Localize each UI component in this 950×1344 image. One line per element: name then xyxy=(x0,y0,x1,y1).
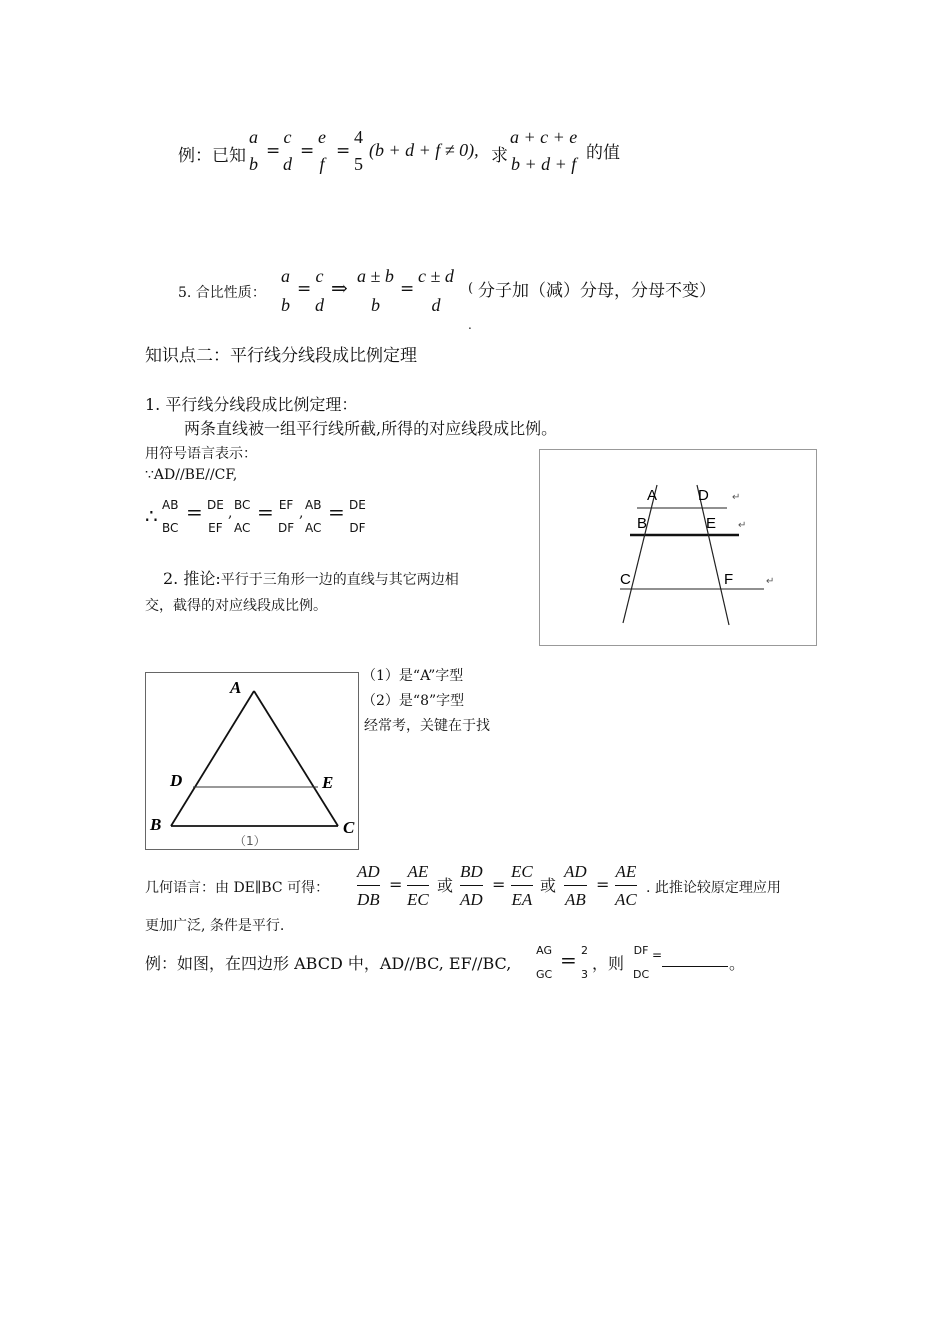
prop5-fraction-cpd-d: c ± d d xyxy=(418,266,454,315)
prop5-equals-2: = xyxy=(400,279,415,299)
transversal-left xyxy=(623,485,657,623)
example2-prefix: 例：如图，在四边形 ABCD 中，AD//BC, EF//BC, xyxy=(145,954,512,973)
example1-prefix: 例：已知 xyxy=(178,146,246,166)
prop5-paren-open: ( xyxy=(468,281,474,296)
prop5-implies-arrow: ⇒ xyxy=(331,276,348,300)
transversal-right xyxy=(697,485,729,625)
corollary-line2: 交，截得的对应线段成比例。 xyxy=(145,598,327,614)
geo-fraction-ae-ec: AE EC xyxy=(407,862,429,909)
prop5-equals-1: = xyxy=(297,279,312,299)
thm-fraction-ab-ac: AB AC xyxy=(305,498,322,535)
label-D: D xyxy=(698,487,709,504)
geo-or-2: 或 xyxy=(540,876,557,895)
ex2-answer-blank[interactable] xyxy=(662,952,728,971)
label-F: F xyxy=(724,571,734,588)
parallel-lines-diagram xyxy=(540,450,816,645)
thm-fraction-de-ef: DE EF xyxy=(207,498,224,535)
side-AC xyxy=(254,691,338,826)
return-mark-3: ↵ xyxy=(766,576,775,587)
prop5-fraction-apb-b: a ± b b xyxy=(357,266,394,315)
ex2-equals: = xyxy=(560,948,577,972)
ex1-equals-2: = xyxy=(300,141,315,161)
parallel-lines-figure xyxy=(539,449,817,646)
geo-fraction-bd-ad: BD AD xyxy=(460,862,483,909)
geo-fraction-ec-ea: EC EA xyxy=(511,862,533,909)
geo-or-1: 或 xyxy=(437,876,454,895)
ex1-fraction-sum: a + c + e b + d + f xyxy=(510,127,578,174)
note-line3: 经常考，关键在于找 xyxy=(364,718,490,734)
ex1-equals-1: = xyxy=(266,141,281,161)
tri-label-B: B xyxy=(150,815,162,834)
prop5-fraction-a-b: a b xyxy=(281,266,290,315)
tri-label-C: C xyxy=(343,818,355,837)
ex2-fraction-ag-gc: AG GC xyxy=(536,944,553,981)
ex2-then: ，则 xyxy=(592,954,625,973)
corollary-line1: 2. 推论:平行于三角形一边的直线与其它两边相 xyxy=(163,569,459,588)
prop5-label: 5. 合比性质： xyxy=(178,285,266,301)
thm-fraction-ab-bc: AB BC xyxy=(162,498,179,535)
ex2-end: 。 xyxy=(729,954,746,973)
prop5-fraction-c-d: c d xyxy=(315,266,324,315)
because-statement: ∵AD//BE//CF, xyxy=(145,467,238,483)
thm-comma-1: , xyxy=(228,505,233,521)
theorem-body: 两条直线被一组平行线所截,所得的对应线段成比例。 xyxy=(184,419,558,438)
prop5-dot: . xyxy=(468,318,472,332)
geometry-line2: 更加广泛, 条件是平行. xyxy=(145,918,285,934)
geo-fraction-ad-ab: AD AB xyxy=(564,862,587,909)
geo-equals-1: = xyxy=(389,875,403,894)
thm-fraction-de-df: DE DF xyxy=(349,498,366,535)
thm-fraction-ef-df: EF DF xyxy=(278,498,295,535)
tri-label-E: E xyxy=(322,773,334,792)
section-title: 知识点二：平行线分线段成比例定理 xyxy=(145,346,417,366)
ex1-equals-3: = xyxy=(336,141,351,161)
geometry-prefix: 几何语言：由 DE∥BC 可得： xyxy=(145,880,330,896)
label-C: C xyxy=(620,571,631,588)
tri-caption: （1） xyxy=(234,834,266,848)
therefore-symbol: ∴ xyxy=(145,504,158,528)
note-line2: （2）是“8”字型 xyxy=(362,693,465,709)
prop5-note: 分子加（减）分母，分母不变） xyxy=(478,281,716,301)
side-AB xyxy=(171,691,254,826)
theorem-title: 1. 平行线分线段成比例定理： xyxy=(145,395,358,414)
triangle-diagram xyxy=(146,673,358,849)
geometry-suffix: . 此推论较原定理应用 xyxy=(646,880,781,896)
triangle-figure xyxy=(145,672,359,850)
label-E: E xyxy=(706,515,717,532)
ex2-fraction-2-3: 2 3 xyxy=(581,944,588,981)
thm-equals-1: = xyxy=(186,500,203,524)
ex1-fraction-e-f: e f xyxy=(318,127,326,174)
tri-label-D: D xyxy=(170,771,183,790)
thm-equals-2: = xyxy=(257,500,274,524)
return-mark-2: ↵ xyxy=(738,520,747,531)
thm-equals-3: = xyxy=(328,500,345,524)
ex1-condition: (b + d + f ≠ 0), xyxy=(369,140,479,160)
return-mark-1: ↵ xyxy=(732,492,741,503)
ex1-fraction-4-5: 4 5 xyxy=(354,127,363,174)
ex1-fraction-a-b: a b xyxy=(249,127,258,174)
ex2-equals-2: = xyxy=(652,948,663,962)
geo-fraction-ad-db: AD DB xyxy=(357,862,380,909)
geo-equals-3: = xyxy=(596,875,610,894)
ex1-ask: 求 xyxy=(491,146,508,166)
ex2-fraction-df-dc: DF DC xyxy=(633,944,650,981)
symbolic-label: 用符号语言表示： xyxy=(145,446,257,462)
geo-fraction-ae-ac: AE AC xyxy=(615,862,637,909)
thm-fraction-bc-ac: BC AC xyxy=(234,498,251,535)
ex1-fraction-c-d: c d xyxy=(283,127,292,174)
thm-comma-2: , xyxy=(299,505,304,521)
label-B: B xyxy=(637,515,648,532)
label-A: A xyxy=(647,487,658,504)
note-line1: （1）是“A”字型 xyxy=(362,668,464,684)
tri-label-A: A xyxy=(230,678,242,697)
geo-equals-2: = xyxy=(492,875,506,894)
ex1-suffix: 的值 xyxy=(586,143,620,163)
